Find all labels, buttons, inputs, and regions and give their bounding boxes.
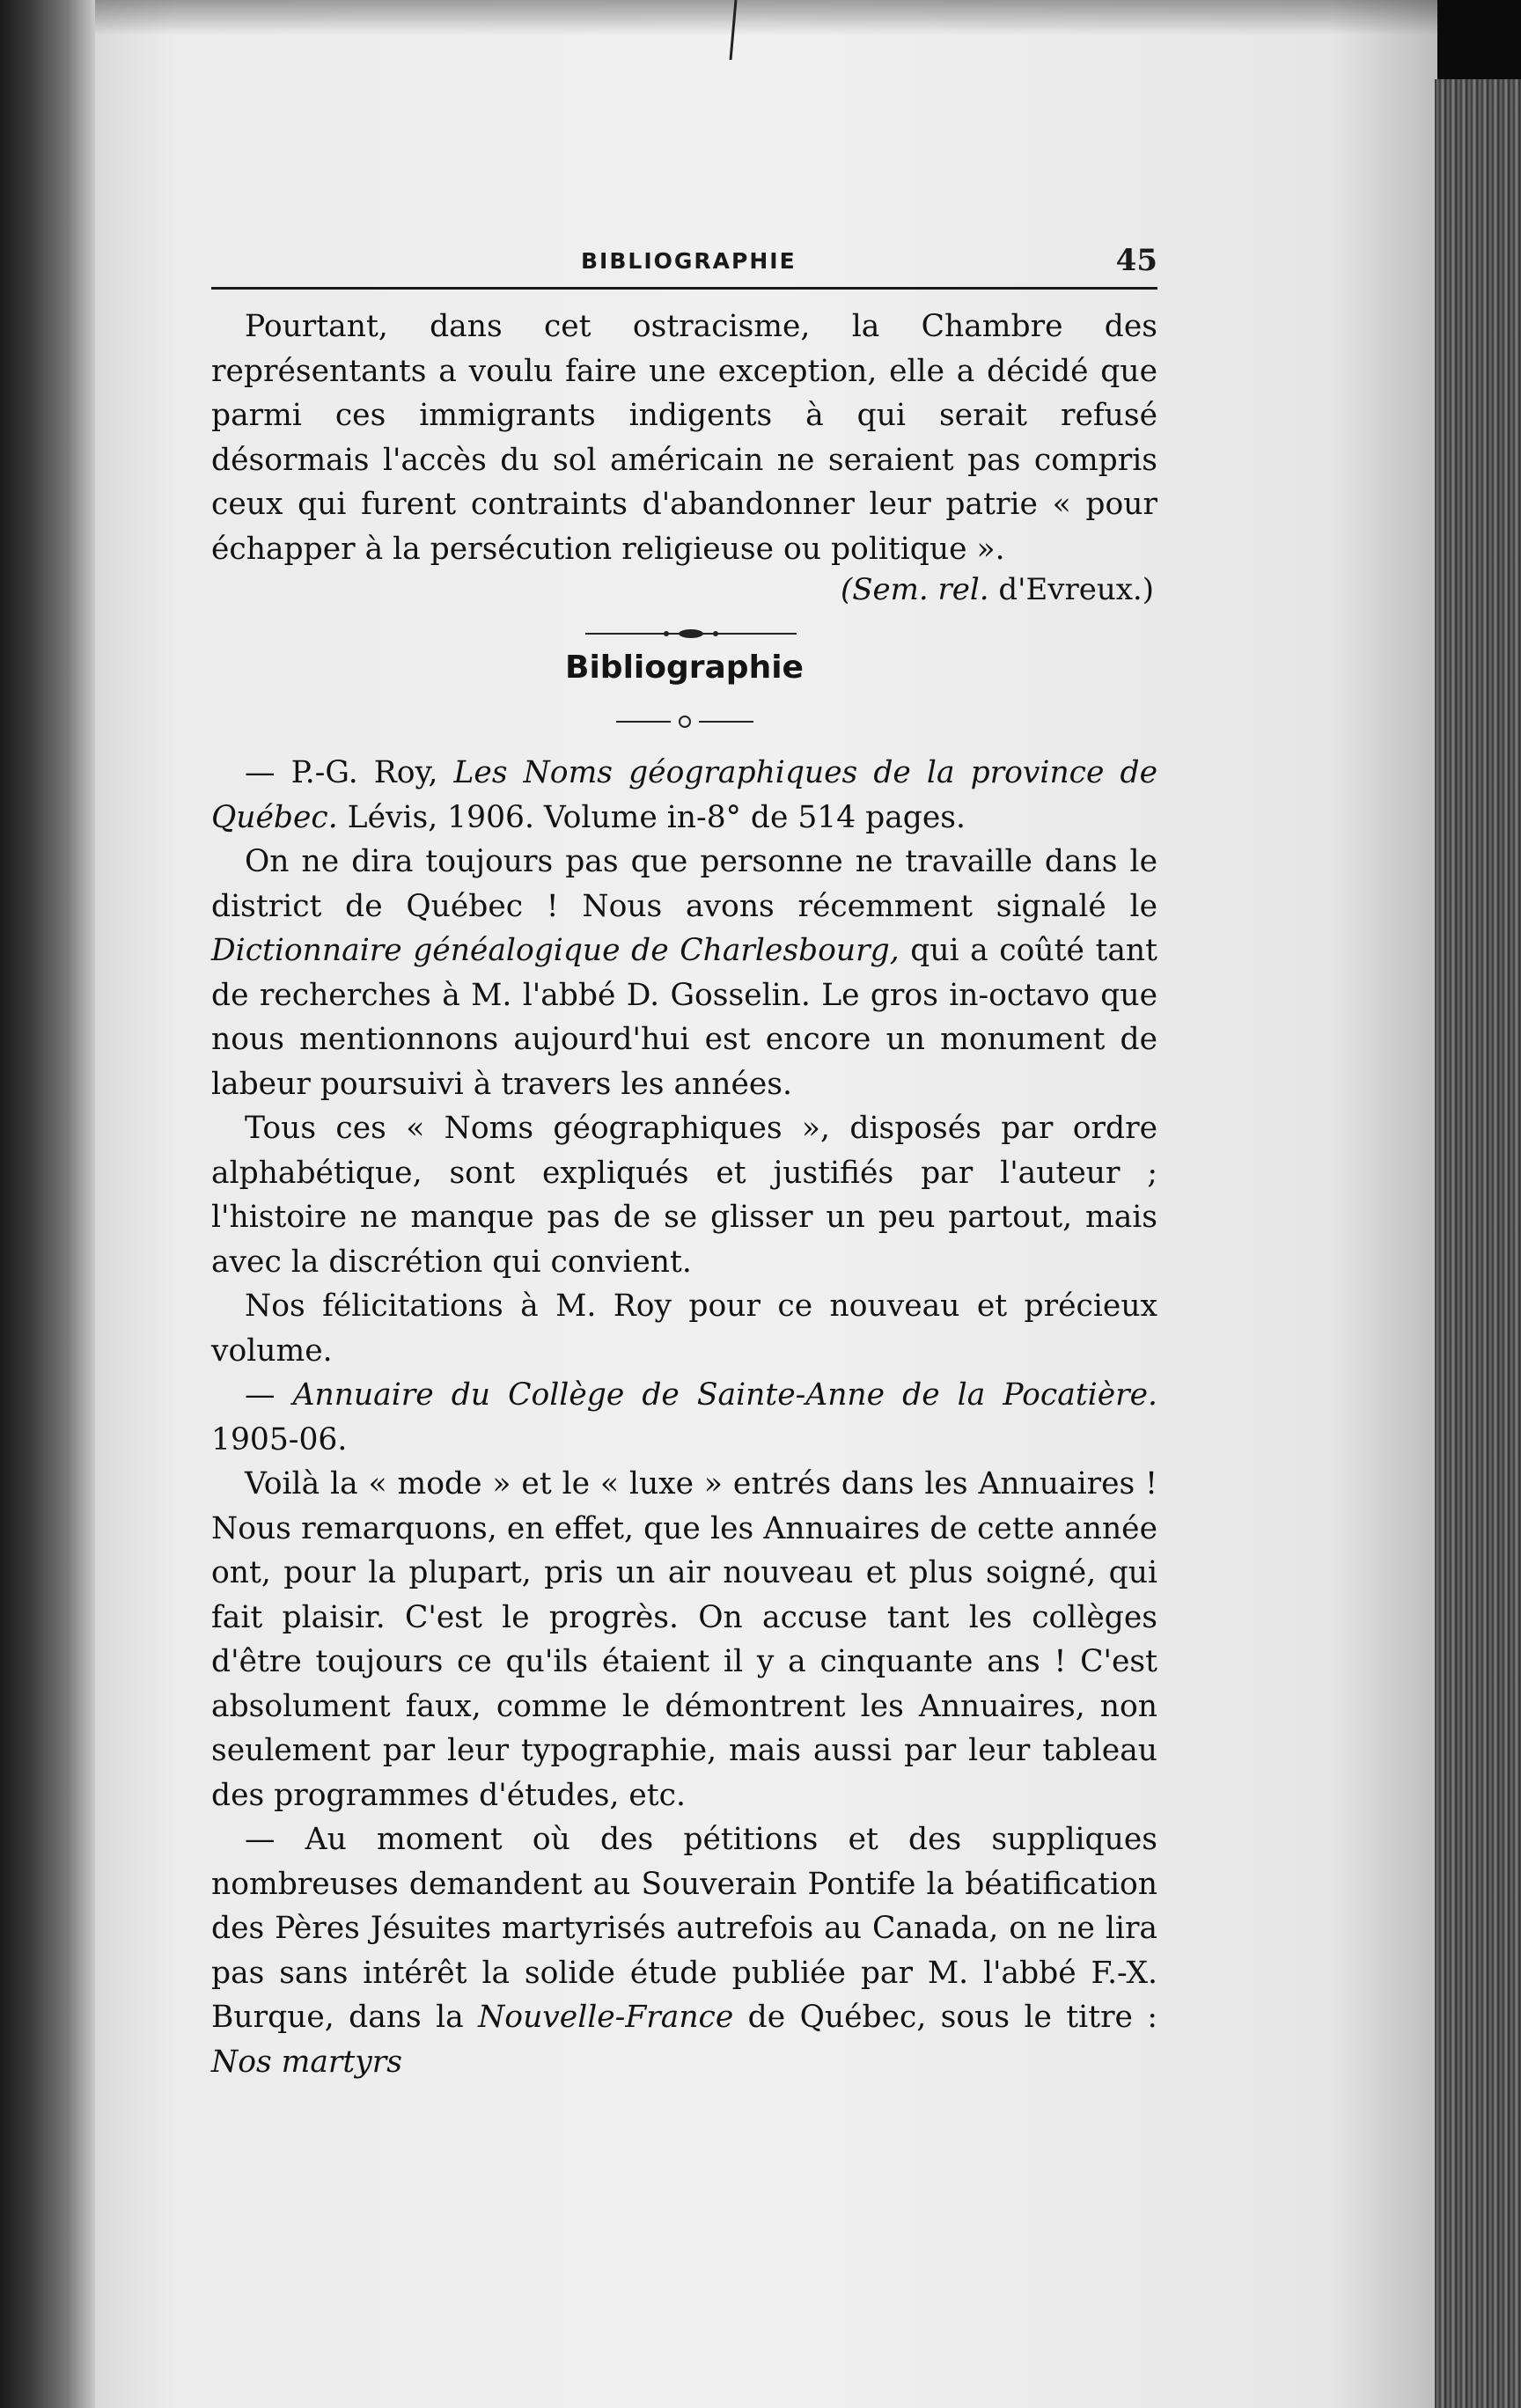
- paragraph-martyrs: [211, 1817, 1157, 2084]
- opening-paragraph: Pourtant, dans cet ostracisme, la Chambre des représentants a voulu faire une exception, elle a décidé que parmi ces immigrants indigents à qui serait refusé désormais l'accès du sol américain ne seraient pas compris ceux qui furent contraints d'abandonner leur patrie « pour échapper à la persécution religieuse ou politique ».: [211, 309, 1157, 567]
- text-span: de Québec, sous le titre :: [733, 2000, 1157, 2035]
- main-text: [211, 751, 1157, 2084]
- paragraph-roy-2: Tous ces « Noms géographiques », disposés par ordre alphabétique, sont expliqués et justifiés par l'auteur ; l'histoire ne manque pas de se glisser un peu partout, mais avec la discrétion qui convient.: [211, 1111, 1157, 1280]
- paragraph-annuaire: Voilà la « mode » et le « luxe » entrés dans les Annuaires ! Nous remarquons, en effet, que les Annuaires de cette année ont, pour la plupart, pris un air nouveau et plus soigné, qui fait plaisir. C'est le progrès. On accuse tant les collèges d'être toujours ce qu'ils étaient il y a cinquante ans ! C'est absolument faux, comme le démontrent les Annuaires, non seulement par leur typographie, mais aussi par leur tableau des programmes d'études, etc.: [211, 1466, 1157, 1813]
- text-span: On ne dira toujours pas que personne ne travaille dans le district de Québec ! Nous avons récemment signalé le: [211, 844, 1157, 924]
- italic-title: Dictionnaire généalogique de Charlesbourg,: [211, 933, 900, 968]
- top-shadow: [95, 0, 1437, 35]
- entry-title: Annuaire du Collège de Sainte-Anne de la Pocatière.: [292, 1377, 1158, 1413]
- book-fore-edge: [1435, 79, 1521, 2408]
- page-number: 45: [1115, 243, 1157, 278]
- entry-lead: — P.-G. Roy,: [245, 755, 454, 790]
- bibliography-entry-annuaire: [211, 1373, 1157, 1462]
- section-title: Bibliographie: [565, 650, 804, 686]
- italic-title: Nouvelle-France: [478, 2000, 734, 2035]
- source-citation: [211, 568, 1157, 612]
- paragraph-roy-1: [211, 840, 1157, 1106]
- text-span: — Au moment où des pétitions et des suppliques nombreuses demandent au Souverain Pontife la béatification des Pères Jésuites martyrisés autrefois au Canada, on ne lira pas sans intérêt la solide étude publiée par M. l'abbé F.-X. Burque, dans la: [211, 1822, 1157, 2035]
- opening-block: [211, 305, 1157, 571]
- source-italic: (Sem. rel.: [840, 572, 989, 607]
- running-head-title: BIBLIOGRAPHIE: [581, 248, 797, 274]
- stray-mark: [729, 0, 738, 60]
- entry-details: Lévis, 1906. Volume in-8° de 514 pages.: [337, 799, 966, 835]
- text-span: qui a coûté tant de recherches à M. l'abbé D. Gosselin. Le gros in-octavo que nous mentionnons aujourd'hui est encore un monument de labeur poursuivi à travers les années.: [211, 933, 1157, 1102]
- entry-title: Les Noms géographiques de la province de Québec.: [211, 755, 1157, 835]
- small-divider: [616, 709, 753, 732]
- left-page-edge: [0, 0, 97, 2408]
- italic-title: Nos martyrs: [211, 2044, 402, 2080]
- paragraph-roy-3: Nos félicitations à M. Roy pour ce nouveau et précieux volume.: [211, 1288, 1157, 1369]
- entry-lead: —: [245, 1377, 293, 1413]
- running-head: [211, 245, 1157, 290]
- source-rest: d'Evreux.): [988, 572, 1154, 607]
- entry-details: 1905-06.: [211, 1421, 348, 1457]
- bibliography-entry-roy: [211, 751, 1157, 840]
- ornament-divider: [585, 628, 797, 640]
